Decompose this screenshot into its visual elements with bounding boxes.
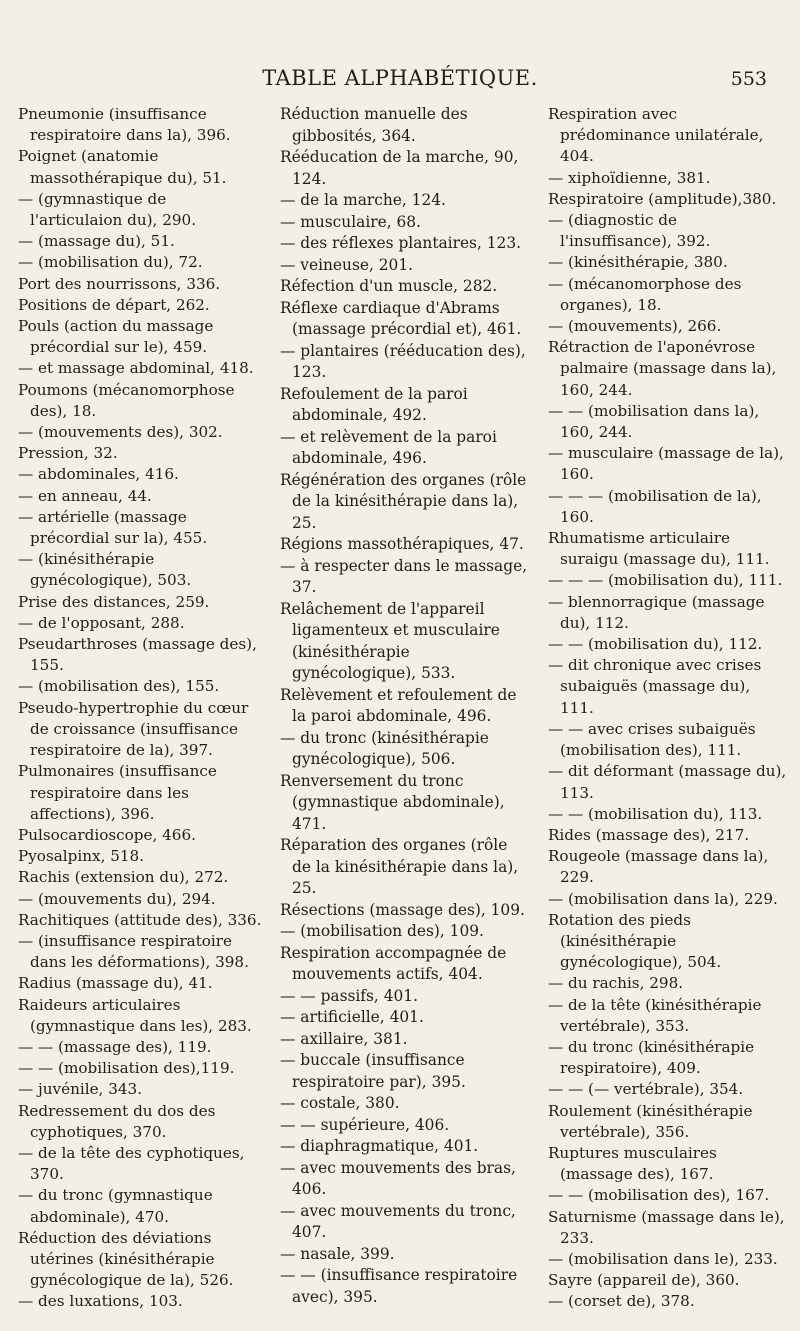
index-entry: — artificielle, 401. <box>280 1008 424 1026</box>
index-entry: Pulmonaires (insuffisance respiratoire dans les affections), 396. <box>18 762 217 823</box>
index-entry: Régions massothérapiques, 47. <box>280 535 524 553</box>
index-entry: — (insuffisance respiratoire dans les déformations), 398. <box>18 931 249 972</box>
index-entry: Relèvement et refoulement de la paroi abdominale, 496. <box>280 685 517 725</box>
index-entry: — (massage du), 51. <box>18 232 175 251</box>
page-number: 553 <box>730 68 767 90</box>
index-entry: Port des nourrissons, 336. <box>18 274 221 293</box>
index-entry: Relâchement de l'appareil ligamenteux et musculaire (kinésithérapie gynécologique), 533. <box>280 599 500 682</box>
index-entry: Renversement du tronc (gymnastique abdominale), 471. <box>280 771 505 833</box>
index-entry: — dit déformant (massage du), 113. <box>548 762 787 802</box>
index-entry: — du rachis, 298. <box>548 974 684 993</box>
index-entry: Régénération des organes (rôle de la kinésithérapie dans la), 25. <box>280 470 527 532</box>
index-entry: Rachitiques (attitude des), 336. <box>18 910 262 929</box>
index-columns <box>18 104 788 1314</box>
index-entry: — avec mouvements du tronc, 407. <box>280 1201 516 1241</box>
index-entry: Poignet (anatomie massothérapique du), 51. <box>18 147 227 187</box>
index-entry: — de la marche, 124. <box>280 191 446 209</box>
index-column-3 <box>548 104 788 1313</box>
index-entry: — (mécanomorphose des organes), 18. <box>548 274 742 314</box>
index-entry: Roulement (kinésithérapie vertébrale), 356. <box>548 1101 753 1141</box>
index-entry: — blennorragique (massage du), 112. <box>548 592 765 632</box>
index-entry: — musculaire (massage de la), 160. <box>548 444 784 484</box>
index-entry: — — — (mobilisation de la), 160. <box>548 486 762 526</box>
index-entry: — et relèvement de la paroi abdominale, 496. <box>280 427 497 467</box>
index-entry: Sayre (appareil de), 360. <box>548 1271 740 1290</box>
index-entry: — et massage abdominal, 418. <box>18 359 254 378</box>
index-entry: — du tronc (kinésithérapie respiratoire), 409. <box>548 1037 755 1078</box>
index-entry: Pyosalpinx, 518. <box>18 847 145 866</box>
index-entry: Pseudarthroses (massage des), 155. <box>18 635 257 675</box>
index-entry: — juvénile, 343. <box>18 1080 143 1099</box>
index-entry: — des réflexes plantaires, 123. <box>280 234 522 252</box>
index-entry: Rotation des pieds (kinésithérapie gynécologique), 504. <box>548 910 722 972</box>
index-entry: — du tronc (kinésithérapie gynécologique), 506. <box>280 728 489 768</box>
index-entry: Réflexe cardiaque d'Abrams (massage précordial et), 461. <box>280 298 522 338</box>
index-entry: — buccale (insuffisance respiratoire par), 395. <box>280 1051 466 1091</box>
index-entry: — — supérieure, 406. <box>280 1115 450 1134</box>
index-column-1 <box>18 104 263 1313</box>
index-entry: — axillaire, 381. <box>280 1029 408 1048</box>
index-entry: Raideurs articulaires (gymnastique dans les), 283. <box>18 995 252 1035</box>
index-entry: Rhumatisme articulaire suraigu (massage du), 111. <box>548 529 770 569</box>
index-entry: — (corset de), 378. <box>548 1292 695 1311</box>
index-entry: — — (insuffisance respiratoire avec), 395. <box>280 1266 518 1306</box>
index-entry: Réduction des déviations utérines (kinésithérapie gynécologique de la), 526. <box>18 1228 234 1290</box>
index-entry: Refoulement de la paroi abdominale, 492. <box>280 384 468 424</box>
index-entry: — (diagnostic de l'insuffisance), 392. <box>548 211 711 251</box>
index-entry: — — (mobilisation du), 113. <box>548 804 763 823</box>
index-entry: — — (mobilisation dans la), 160, 244. <box>548 401 760 442</box>
index-entry: — — passifs, 401. <box>280 986 418 1005</box>
index-entry: Ruptures musculaires (massage des), 167. <box>548 1143 717 1184</box>
index-entry: Pulsocardioscope, 466. <box>18 825 196 844</box>
index-entry: Réparation des organes (rôle de la kinésithérapie dans la), 25. <box>280 836 519 897</box>
index-entry: Prise des distances, 259. <box>18 592 210 611</box>
index-entry: — — (mobilisation du), 112. <box>548 635 763 654</box>
index-entry: — en anneau, 44. <box>18 486 152 505</box>
index-entry: — nasale, 399. <box>280 1244 395 1263</box>
index-entry: Positions de départ, 262. <box>18 295 210 314</box>
page-header <box>0 66 800 96</box>
index-entry: Pseudo-hypertrophie du cœur de croissance (insuffisance respiratoire de la), 397. <box>18 698 249 760</box>
index-entry: Pneumonie (insuffisance respiratoire dans la), 396. <box>18 105 231 145</box>
index-entry: Rachis (extension du), 272. <box>18 868 229 887</box>
index-entry: Rides (massage des), 217. <box>548 825 750 844</box>
index-entry: Réduction manuelle des gibbosités, 364. <box>280 105 468 145</box>
index-entry: — à respecter dans le massage, 37. <box>280 556 528 596</box>
index-entry: Radius (massage du), 41. <box>18 974 213 993</box>
index-entry: — de la tête (kinésithérapie vertébrale), 353. <box>548 995 762 1035</box>
index-entry: — (mobilisation du), 72. <box>18 253 203 272</box>
index-entry: — plantaires (rééducation des), 123. <box>280 341 526 381</box>
index-entry: — artérielle (massage précordial sur la), 455. <box>18 507 208 548</box>
index-entry: — (kinésithérapie, 380. <box>548 253 728 272</box>
index-entry: — (mobilisation dans la), 229. <box>548 889 778 908</box>
index-entry: Rééducation de la marche, 90, 124. <box>280 148 519 188</box>
index-entry: — abdominales, 416. <box>18 465 179 484</box>
index-entry: — dit chronique avec crises subaiguës (massage du), 111. <box>548 656 762 717</box>
index-entry: — — — (mobilisation du), 111. <box>548 571 783 590</box>
index-entry: — de la tête des cyphotiques, 370. <box>18 1143 245 1184</box>
index-entry: Pression, 32. <box>18 444 118 463</box>
index-entry: — de l'opposant, 288. <box>18 613 185 632</box>
index-entry: — (mouvements), 266. <box>548 317 722 336</box>
index-entry: Respiration avec prédominance unilatérale, 404. <box>548 105 764 166</box>
index-entry: — — (— vertébrale), 354. <box>548 1080 744 1099</box>
index-entry: Saturnisme (massage dans le), 233. <box>548 1207 785 1247</box>
index-entry: — (kinésithérapie gynécologique), 503. <box>18 550 192 590</box>
index-entry: — des luxations, 103. <box>18 1292 183 1311</box>
index-entry: Respiration accompagnée de mouvements actifs, 404. <box>280 943 507 983</box>
page-title: TABLE ALPHABÉTIQUE. <box>262 66 538 90</box>
index-entry: — (mobilisation des), 155. <box>18 677 220 696</box>
index-entry: — veineuse, 201. <box>280 255 413 274</box>
index-entry: Pouls (action du massage précordial sur le), 459. <box>18 317 214 357</box>
index-column-2 <box>280 104 530 1308</box>
index-entry: — — avec crises subaiguës (mobilisation des), 111. <box>548 719 756 760</box>
index-entry: — costale, 380. <box>280 1094 400 1112</box>
index-entry: Réfection d'un muscle, 282. <box>280 277 498 295</box>
index-entry: Redressement du dos des cyphotiques, 370. <box>18 1101 216 1141</box>
index-entry: — xiphoïdienne, 381. <box>548 168 711 187</box>
index-entry: Rétraction de l'aponévrose palmaire (massage dans la), 160, 244. <box>548 338 777 399</box>
index-entry: — (gymnastique de l'articulaion du), 290. <box>18 189 197 230</box>
index-entry: Respiratoire (amplitude),380. <box>548 189 777 208</box>
index-entry: Rougeole (massage dans la), 229. <box>548 847 769 887</box>
index-entry: — — (mobilisation des),119. <box>18 1059 235 1078</box>
index-entry: — (mobilisation dans le), 233. <box>548 1249 778 1268</box>
index-entry: — avec mouvements des bras, 406. <box>280 1158 516 1198</box>
index-entry: — — (massage des), 119. <box>18 1037 212 1056</box>
index-entry: — (mouvements du), 294. <box>18 889 216 908</box>
index-entry: Résections (massage des), 109. <box>280 900 525 919</box>
index-entry: — diaphragmatique, 401. <box>280 1137 479 1155</box>
index-entry: — du tronc (gymnastique abdominale), 470. <box>18 1186 213 1226</box>
index-entry: — (mobilisation des), 109. <box>280 922 484 940</box>
index-entry: Poumons (mécanomorphose des), 18. <box>18 380 235 420</box>
index-entry: — — (mobilisation des), 167. <box>548 1186 770 1205</box>
index-entry: — musculaire, 68. <box>280 212 421 231</box>
index-entry: — (mouvements des), 302. <box>18 423 223 442</box>
